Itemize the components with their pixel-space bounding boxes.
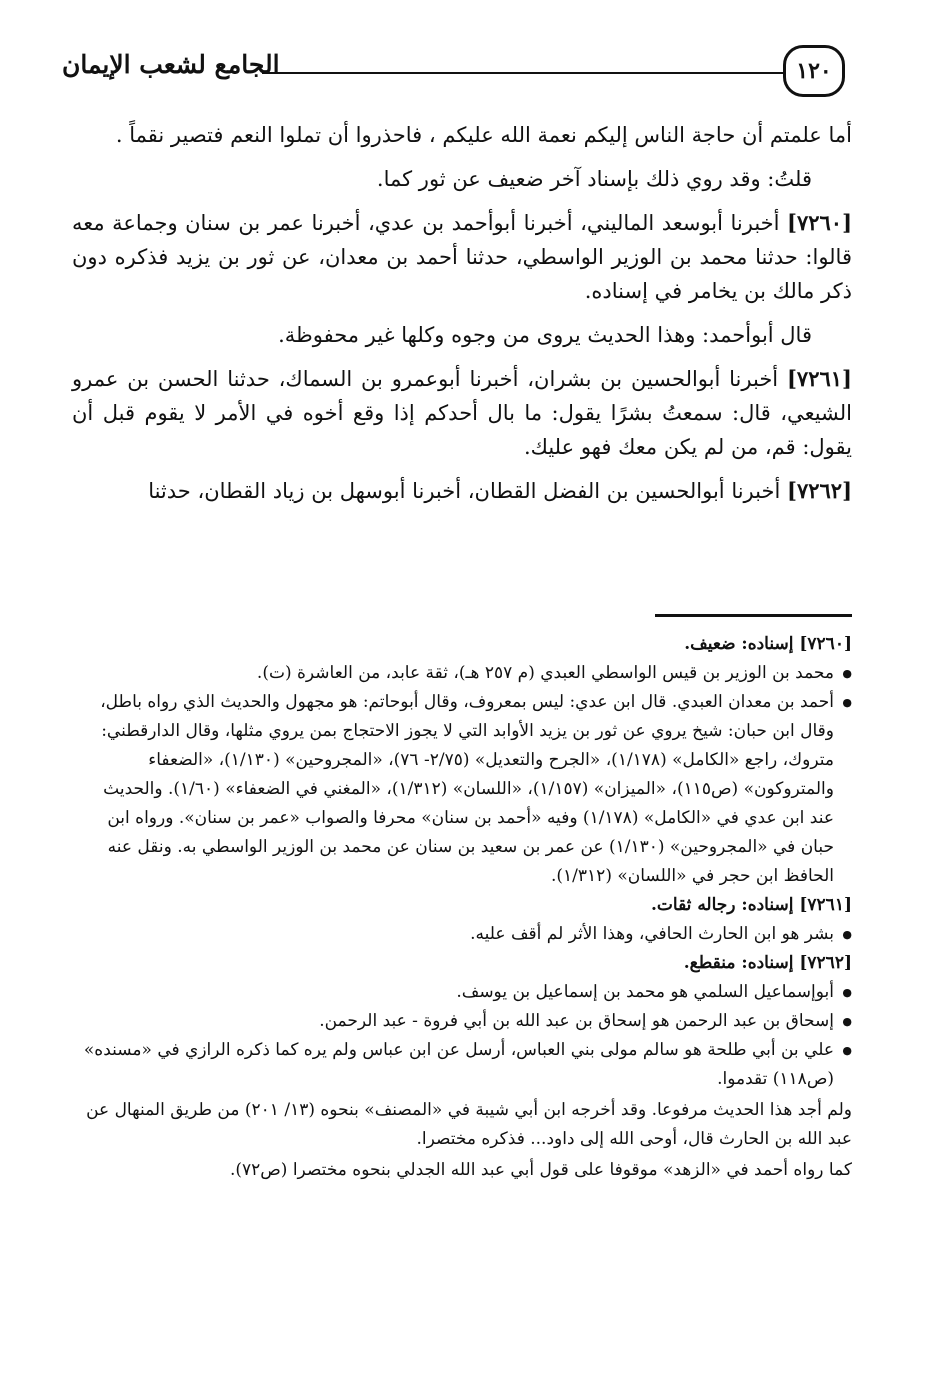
footnotes [76,630,852,1185]
footnote-paragraph: كما رواه أحمد في «الزهد» موقوفا على قول أبي عبد الله الجدلي بنحوه مختصرا (ص٧٢). [229,1160,852,1180]
main-paragraph-text: قال أبوأحمد: وهذا الحديث يروى من وجوه وكلها غير محفوظة. [278,323,812,347]
footnote-item: ● علي بن أبي طلحة هو سالم مولى بني العباس، أرسل عن ابن عباس ولم يره كما ذكره الرازي في «مسنده» (ص١١٨) تقدموا. [76,1036,834,1094]
hadith-number: [٧٢٦٢] [787,478,852,503]
main-paragraph [72,474,852,508]
hadith-number: [٧٢٦١] [786,366,852,391]
footnote-heading: [٧٢٦٠] إسناده: ضعيف. [684,634,852,654]
main-paragraph-text: أما علمتم أن حاجة الناس إليكم نعمة الله عليكم ، فاحذروا أن تملوا النعم فتصير نقماً . [115,123,852,147]
footnote-heading: [٧٢٦٢] إسناده: منقطع. [683,953,852,973]
book-title: الجامع لشعب الإيمان [62,50,280,79]
page-number: ١٢٠ [796,58,832,84]
main-paragraph [72,162,852,196]
footnote-item: ● بشر هو ابن الحارث الحافي، وهذا الأثر لم أقف عليه. [76,920,834,949]
footnote-heading: [٧٢٦١] إسناده: رجاله ثقات. [650,895,852,915]
footnote-paragraph: ولم أجد هذا الحديث مرفوعا. وقد أخرجه ابن أبي شيبة في «المصنف» بنحوه (١٣/ ٢٠١) من طريق المنهال عن عبد الله بن الحارث قال، أوحى الله إلى داود... فذكره مختصرا. [86,1100,852,1149]
main-paragraph-text: أخبرنا أبوسعد الماليني، أخبرنا أبوأحمد بن عدي، أخبرنا عمر بن سنان وجماعة معه قالوا: حدثنا محمد بن الوزير الواسطي، حدثنا أحمد بن معدان، عن ثور بن يزيد فذكره دون ذكر مالك بن يخامر في إسناده. [72,211,852,303]
footnote-separator [655,614,852,617]
main-paragraph-text: أخبرنا أبوالحسين بن بشران، أخبرنا أبوعمرو بن السماك، حدثنا الحسن بن عمرو الشيعي، قال: سمعتُ بشرًا يقول: ما بال أحدكم إذا وقع أخوه في الأمر لا يقوم قبل أن يقول: قم، من لم يكن معك فهو عليك. [72,367,852,459]
footnote-list [76,978,852,1094]
footnote-item: ● إسحاق بن عبد الرحمن هو إسحاق بن عبد الله بن أبي فروة - عبد الرحمن. [76,1007,834,1036]
footnote-item: ● أبوإسماعيل السلمي هو محمد بن إسماعيل بن يوسف. [76,978,834,1007]
main-text [72,118,852,518]
footnote-item: ● أحمد بن معدان العبدي. قال ابن عدي: ليس بمعروف، وقال أبوحاتم: هو مجهول والحديث الذي رواه باطل، وقال ابن حبان: شيخ يروي عن ثور بن يزيد الأوابد التي لا يجوز الاحتجاج بمن يروي مثلها، وقال الدارقطني: متروك، راجع «الكامل» (١/١٧٨)، «الجرح والتعديل» (٢/٧٥- ٧٦)، «المجروحين» (١/١٣٠)، «الضعفاء والمتروكون» (ص١١٥)، «الميزان» (١/١٥٧)، «اللسان» (١/٣١٢)، «المغني في الضعفاء» (١/٦٠). والحديث عند ابن عدي في «الكامل» (١/١٧٨) وفيه «أحمد بن سنان» محرفا والصواب «عمر بن سنان». ورواه ابن حبان في «المجروحين» (١/١٣٠) عن عمر بن سعيد بن سنان عن محمد بن الوزير الواسطي به. ونقل عنه الحافظ ابن حجر في «اللسان» (١/٣١٢). [76,688,834,891]
header-rule [262,72,784,74]
main-paragraph [72,318,852,352]
main-paragraph [72,206,852,308]
page-number-badge [783,45,845,97]
footnote-item: ● محمد بن الوزير بن قيس الواسطي العبدي (م ٢٥٧ هـ)، ثقة عابد، من العاشرة (ت). [76,659,834,688]
footnote-list [76,920,852,949]
footnote-list [76,659,852,891]
main-paragraph [72,118,852,152]
main-paragraph-text: قلتُ: وقد روي ذلك بإسناد آخر ضعيف عن ثور كما. [376,167,812,191]
main-paragraph [72,362,852,464]
main-paragraph-text: أخبرنا أبوالحسين بن الفضل القطان، أخبرنا أبوسهل بن زياد القطان، حدثنا [148,479,781,503]
hadith-number: [٧٢٦٠] [787,210,852,235]
